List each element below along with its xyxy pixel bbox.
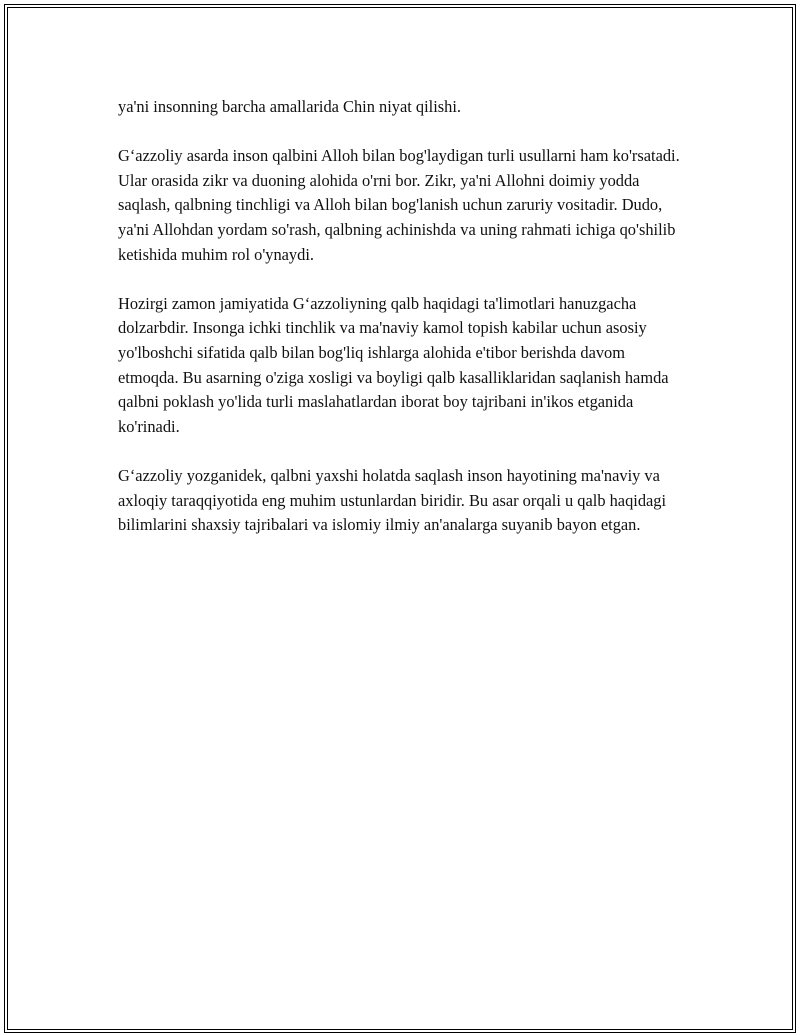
paragraph-1: ya'ni insonning barcha amallarida Chin niyat qilishi. bbox=[118, 97, 461, 116]
paragraph-3: Hozirgi zamon jamiyatida G‘azzoliyning qalb haqidagi ta'limotlari hanuzgacha dolzarbdir. Insonga ichki tinchlik va ma'naviy kamol topish kabilar uchun asosiy yo'lboshchi sifatida qalb bilan bog'liq ishlarga alohida e'tibor berishda davom etmoqda. Bu asarning o'ziga xosligi va boyligi qalb kasalliklaridan saqlanish hamda qalbni poklash yo'lida turli maslahatlardan iborat boy tajribani in'ikos etganida ko'rinadi. bbox=[118, 293, 669, 436]
paragraph-2: G‘azzoliy asarda inson qalbini Alloh bilan bog'laydigan turli usullarni ham ko'rsatadi. Ular orasida zikr va duoning alohida o'rni bor. Zikr, ya'ni Allohni doimiy yodda saqlash, qalbning tinchligi va Alloh bilan bog'lanish uchun zaruriy vositadir. Dudo, ya'ni Allohdan yordam so'rash, qalbning achinishda va uning rahmati ichiga qo'shilib ketishida muhim rol o'ynaydi. bbox=[118, 146, 680, 264]
paragraph-4: G‘azzoliy yozganidek, qalbni yaxshi holatda saqlash inson hayotining ma'naviy va axloqiy taraqqiyotida eng muhim ustunlardan biridir. Bu asar orqali u qalb haqidagi bilimlarini shaxsiy tajribalari va islomiy ilmiy an'analarga suyanib bayon etgan. bbox=[118, 465, 667, 535]
document-body bbox=[118, 95, 688, 562]
